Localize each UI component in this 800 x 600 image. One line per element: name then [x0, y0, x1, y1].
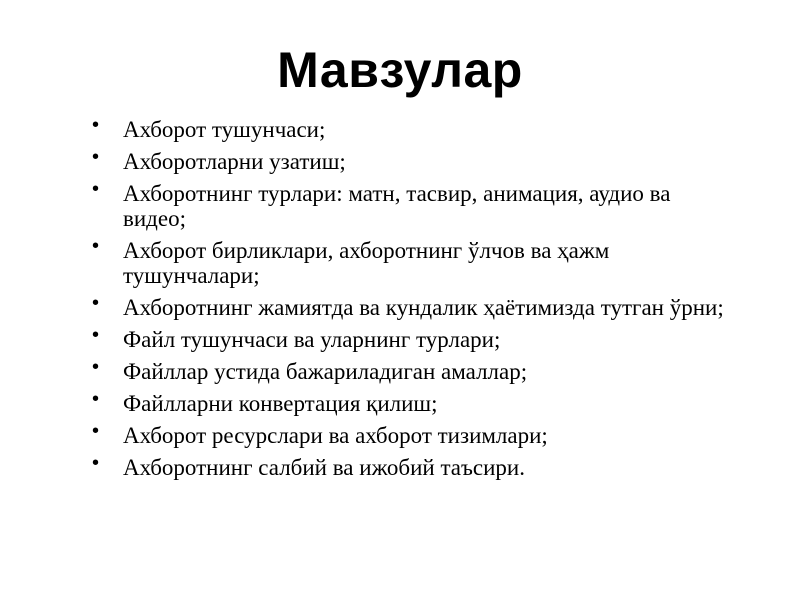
bullet-icon: • [92, 146, 100, 168]
topic-text: Ахборот бирликлари, ахборотнинг ўлчов ва ҳажм тушунчалари; [123, 238, 610, 288]
topic-item [92, 356, 732, 384]
topic-item [92, 114, 732, 142]
topic-item [92, 388, 732, 416]
topic-text: Ахборот ресурслари ва ахборот тизимлари; [123, 423, 548, 448]
bullet-icon: • [92, 356, 100, 378]
topic-item [92, 420, 732, 448]
bullet-icon: • [92, 235, 100, 257]
topic-item [92, 235, 732, 288]
bullet-icon: • [92, 324, 100, 346]
slide-title: Мавзулар [277, 42, 523, 98]
bullet-icon: • [92, 388, 100, 410]
topic-text: Ахборотнинг салбий ва ижобий таъсири. [123, 455, 525, 480]
topic-item [92, 146, 732, 174]
topic-text: Ахборотнинг турлари: матн, тасвир, анимация, аудио ва видео; [123, 181, 671, 231]
topic-text: Ахборотнинг жамиятда ва кундалик ҳаётимизда тутган ўрни; [123, 295, 724, 320]
topic-text: Файл тушунчаси ва уларнинг турлари; [123, 327, 501, 352]
topic-item [92, 452, 732, 480]
bullet-icon: • [92, 452, 100, 474]
bullet-icon: • [92, 114, 100, 136]
topics-list [92, 114, 732, 487]
topic-item [92, 292, 732, 320]
bullet-icon: • [92, 178, 100, 200]
bullet-icon: • [92, 420, 100, 442]
topic-item [92, 178, 732, 231]
topic-text: Файллар устида бажариладиган амаллар; [123, 359, 528, 384]
topic-item [92, 324, 732, 352]
bullet-icon: • [92, 292, 100, 314]
topic-text: Ахборот тушунчаси; [123, 117, 326, 142]
topic-text: Файлларни конвертация қилиш; [123, 391, 438, 416]
topic-text: Ахборотларни узатиш; [123, 149, 346, 174]
